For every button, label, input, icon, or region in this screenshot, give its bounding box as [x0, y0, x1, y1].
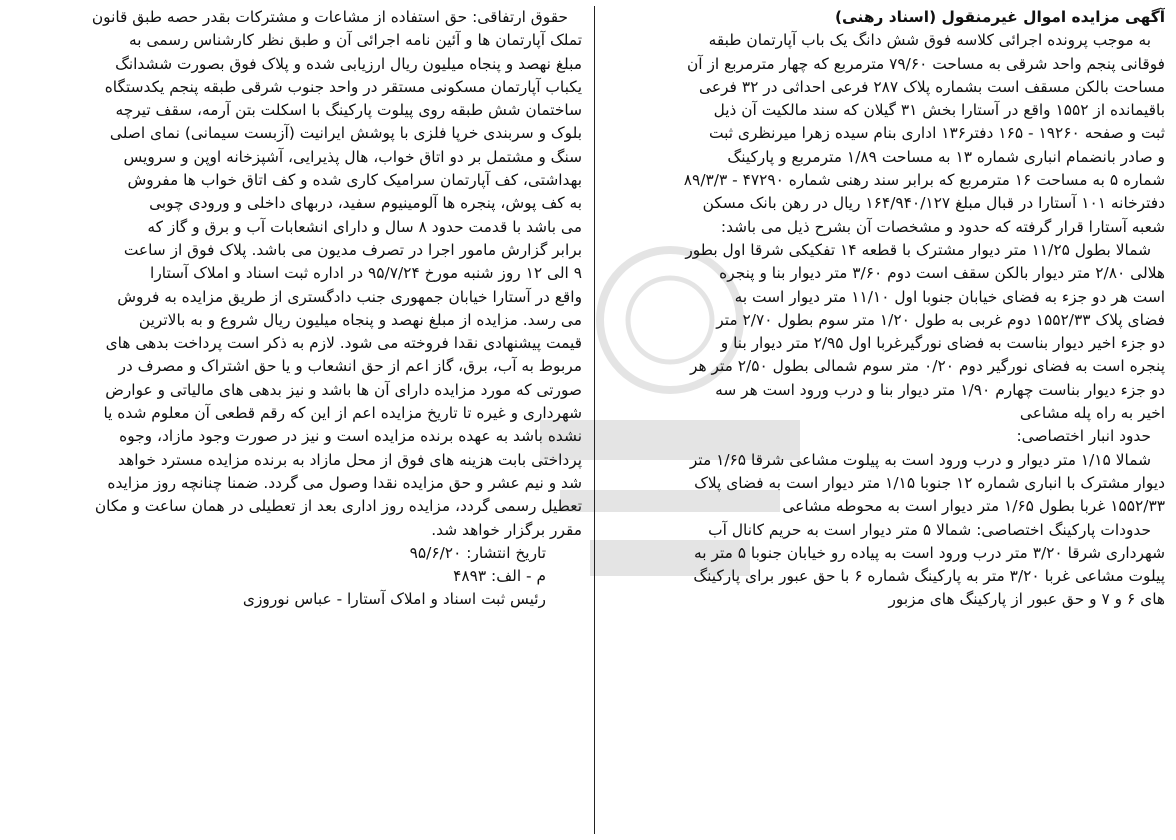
text-line: به موجب پرونده اجرائی کلاسه فوق شش دانگ یک باب آپارتمان طبقه: [708, 31, 1151, 50]
right-column: [605, 6, 1165, 836]
text-line: نشده باشد به عهده برنده مزایده است و نیز در صورت وجود مازاد، وجوه: [119, 427, 582, 446]
text-line: مساحت بالکن مسقف است بشماره پلاک ۲۸۷ فرعی احداثی در ۳۲ فرعی: [699, 77, 1165, 96]
text-line: مقرر برگزار خواهد شد.: [431, 520, 582, 539]
text-line: حدود انبار اختصاصی:: [1016, 427, 1151, 446]
text-line: اخیر به راه پله مشاعی: [1019, 404, 1165, 423]
text-line: شد و نیم عشر و حق مزایده نقدا وصول می گردد. ضمنا چنانچه روز مزایده: [107, 473, 582, 492]
text-line: بلوک و سربندی خرپا فلزی با پوشش ایرانیت (آزبست سیمانی) نمای اصلی: [109, 124, 582, 143]
publish-date: تاریخ انتشار: ۹۵/۶/۲۰: [409, 543, 546, 562]
reference-code: م - الف: ۴۸۹۳: [453, 567, 546, 586]
text-line: و صادر بانضمام انباری شماره ۱۳ به مساحت ۱/۸۹ مترمربع و پارکینگ: [727, 147, 1165, 166]
text-line: حقوق ارتفاقی: حق استفاده از مشاعات و مشترکات بقدر حصه طبق قانون: [91, 8, 568, 26]
text-line: هلالی ۲/۸۰ متر دیوار بالکن سقف است دوم ۳/۶۰ متر دیوار بنا و پنجره: [719, 264, 1165, 283]
column-divider: [594, 6, 595, 834]
text-line: صورتی که مورد مزایده دارای آن ها باشد و نیز بدهی های مالیاتی و عوارض: [105, 380, 582, 399]
text-line: دیوار مشترک با انباری شماره ۱۲ جنوبا ۱/۱۵ متر دیوار است به فضای پلاک: [694, 473, 1165, 492]
text-line: دو جزء اخیر دیوار بناست به فضای نورگیرغربا اول ۲/۹۵ متر دیوار بنا و: [720, 334, 1165, 353]
text-line: شهرداری شرقا ۳/۲۰ متر درب ورود است به پیاده رو خیابان جنوبا ۵ متر به: [694, 543, 1165, 562]
text-line: بهداشتی، کف آپارتمان سرامیک کاری شده و کف اتاق خواب ها مفروش: [127, 171, 582, 190]
text-line: پیلوت مشاعی غربا ۳/۲۰ متر به پارکینگ شماره ۶ با حق عبور برای پارکینگ: [693, 567, 1165, 586]
text-line: مبلغ نهصد و پنجاه میلیون ریال ارزیابی شده و پلاک فوق بصورت ششدانگ: [115, 54, 582, 73]
left-column-body: [12, 6, 582, 542]
text-line: فوقانی پنجم واحد شرقی به مساحت ۷۹/۶۰ مترمربع که چهار مترمربع از آن: [686, 54, 1165, 73]
text-line: شمالا ۱/۱۵ متر دیوار و درب ورود است به پیلوت مشاعی شرقا ۱/۶۵ متر: [689, 450, 1151, 469]
text-line: ۹ الی ۱۲ روز شنبه مورخ ۹۵/۷/۲۴ در اداره ثبت اسناد و املاک آستارا: [150, 264, 582, 283]
right-column-body: [605, 29, 1165, 611]
text-line: واقع در آستارا خیابان جمهوری جنب دادگستری از طریق مزایده به فروش: [117, 287, 582, 306]
text-line: های ۶ و ۷ و حق عبور از پارکینگ های مزبور: [888, 590, 1165, 609]
text-line: می باشد با قدمت حدود ۸ سال و دارای انشعابات آب و برق و گاز که: [147, 217, 582, 236]
signature-line: رئیس ثبت اسناد و املاک آستارا - عباس نوروزی: [242, 590, 546, 609]
text-line: می رسد. مزایده از مبلغ نهصد و پنجاه میلیون ریال شروع و به بالاترین: [138, 310, 582, 329]
text-line: شعبه آستارا قرار گرفته که حدود و مشخصات آن بشرح ذیل می باشد:: [720, 217, 1165, 236]
text-line: تعطیل رسمی گردد، مزایده روز اداری بعد از تعطیلی در همان ساعت و مکان: [94, 497, 582, 516]
text-line: باقیمانده از ۱۵۵۲ واقع در آستارا بخش ۳۱ گیلان که سند مالکیت آن ذیل: [713, 101, 1165, 120]
text-line: تملک آپارتمان ها و آئین نامه اجرائی آن و طبق نظر کارشناس رسمی به: [129, 31, 582, 50]
text-line: قیمت پیشنهادی نقدا فروخته می شود. لازم به ذکر است پرداخت بدهی های: [105, 334, 582, 353]
text-line: حدودات پارکینگ اختصاصی: شمالا ۵ متر دیوار است به حریم کانال آب: [708, 520, 1151, 539]
text-line: مربوط به آب، برق، گاز اعم از حق انشعاب و یا حق اشتراک و مصرف در: [118, 357, 582, 376]
text-line: شهرداری و غیره تا تاریخ مزایده اعم از این که رقم قطعی آن معلوم شده یا: [103, 404, 582, 423]
text-line: شماره ۵ به مساحت ۱۶ مترمربع که برابر سند رهنی شماره ۴۷۲۹۰ - ۸۹/۳/۳: [683, 171, 1165, 190]
text-line: به کف پوش، پنجره ها آلومینیوم سفید، دربهای داخلی و ورودی چوبی: [149, 194, 582, 213]
text-line: پرداختی بابت هزینه های فوق از محل مازاد به برنده مزایده مسترد خواهد: [118, 450, 582, 469]
notice-title: آگهی مزایده اموال غیرمنقول (اسناد رهنی): [834, 8, 1165, 26]
text-line: سنگ و مشتمل بر دو اتاق خواب، هال پذیرایی، آشپزخانه اوپن و سرویس: [123, 147, 582, 166]
text-line: ثبت و صفحه ۱۹۲۶۰ - ۱۶۵ دفتر۱۳۶ اداری بنام سیده زهرا میرنظری ثبت: [708, 124, 1165, 143]
text-line: دو جزء دیوار بناست چهارم ۱/۹۰ متر دیوار بنا و درب ورود است هر سه: [715, 380, 1165, 399]
text-line: ۱۵۵۲/۳۳ غربا بطول ۱/۶۵ متر دیوار است به محوطه مشاعی: [782, 497, 1165, 516]
text-line: دفترخانه ۱۰۱ آستارا در قبال مبلغ ۱۶۴/۹۴۰/۱۲۷ ریال در رهن بانک مسکن: [702, 194, 1165, 213]
text-line: پنجره است به فضای نورگیر دوم ۰/۲۰ متر سوم شمالی بطول ۲/۵۰ متر هر: [689, 357, 1165, 376]
text-line: یکباب آپارتمان مسکونی مستقر در واحد جنوب شرقی طبقه پنجم یکدستگاه: [104, 77, 582, 96]
text-line: است هر دو جزء به فضای خیابان جنوبا اول ۱۱/۱۰ متر دیوار است به: [734, 287, 1165, 306]
text-line: فضای پلاک ۱۵۵۲/۳۳ دوم غربی به طول ۱/۲۰ متر سوم بطول ۲/۷۰ متر: [716, 310, 1165, 329]
left-column: [12, 6, 582, 836]
text-line: شمالا بطول ۱۱/۲۵ متر دیوار مشترک با قطعه ۱۴ تفکیکی شرقا اول بطور: [685, 240, 1151, 259]
text-line: برابر گزارش مامور اجرا در تصرف مدیون می باشد. پلاک فوق از ساعت: [123, 240, 582, 259]
text-line: ساختمان شش طبقه روی پیلوت پارکینگ با اسکلت بتن آرمه، سقف تیرچه: [115, 101, 582, 120]
